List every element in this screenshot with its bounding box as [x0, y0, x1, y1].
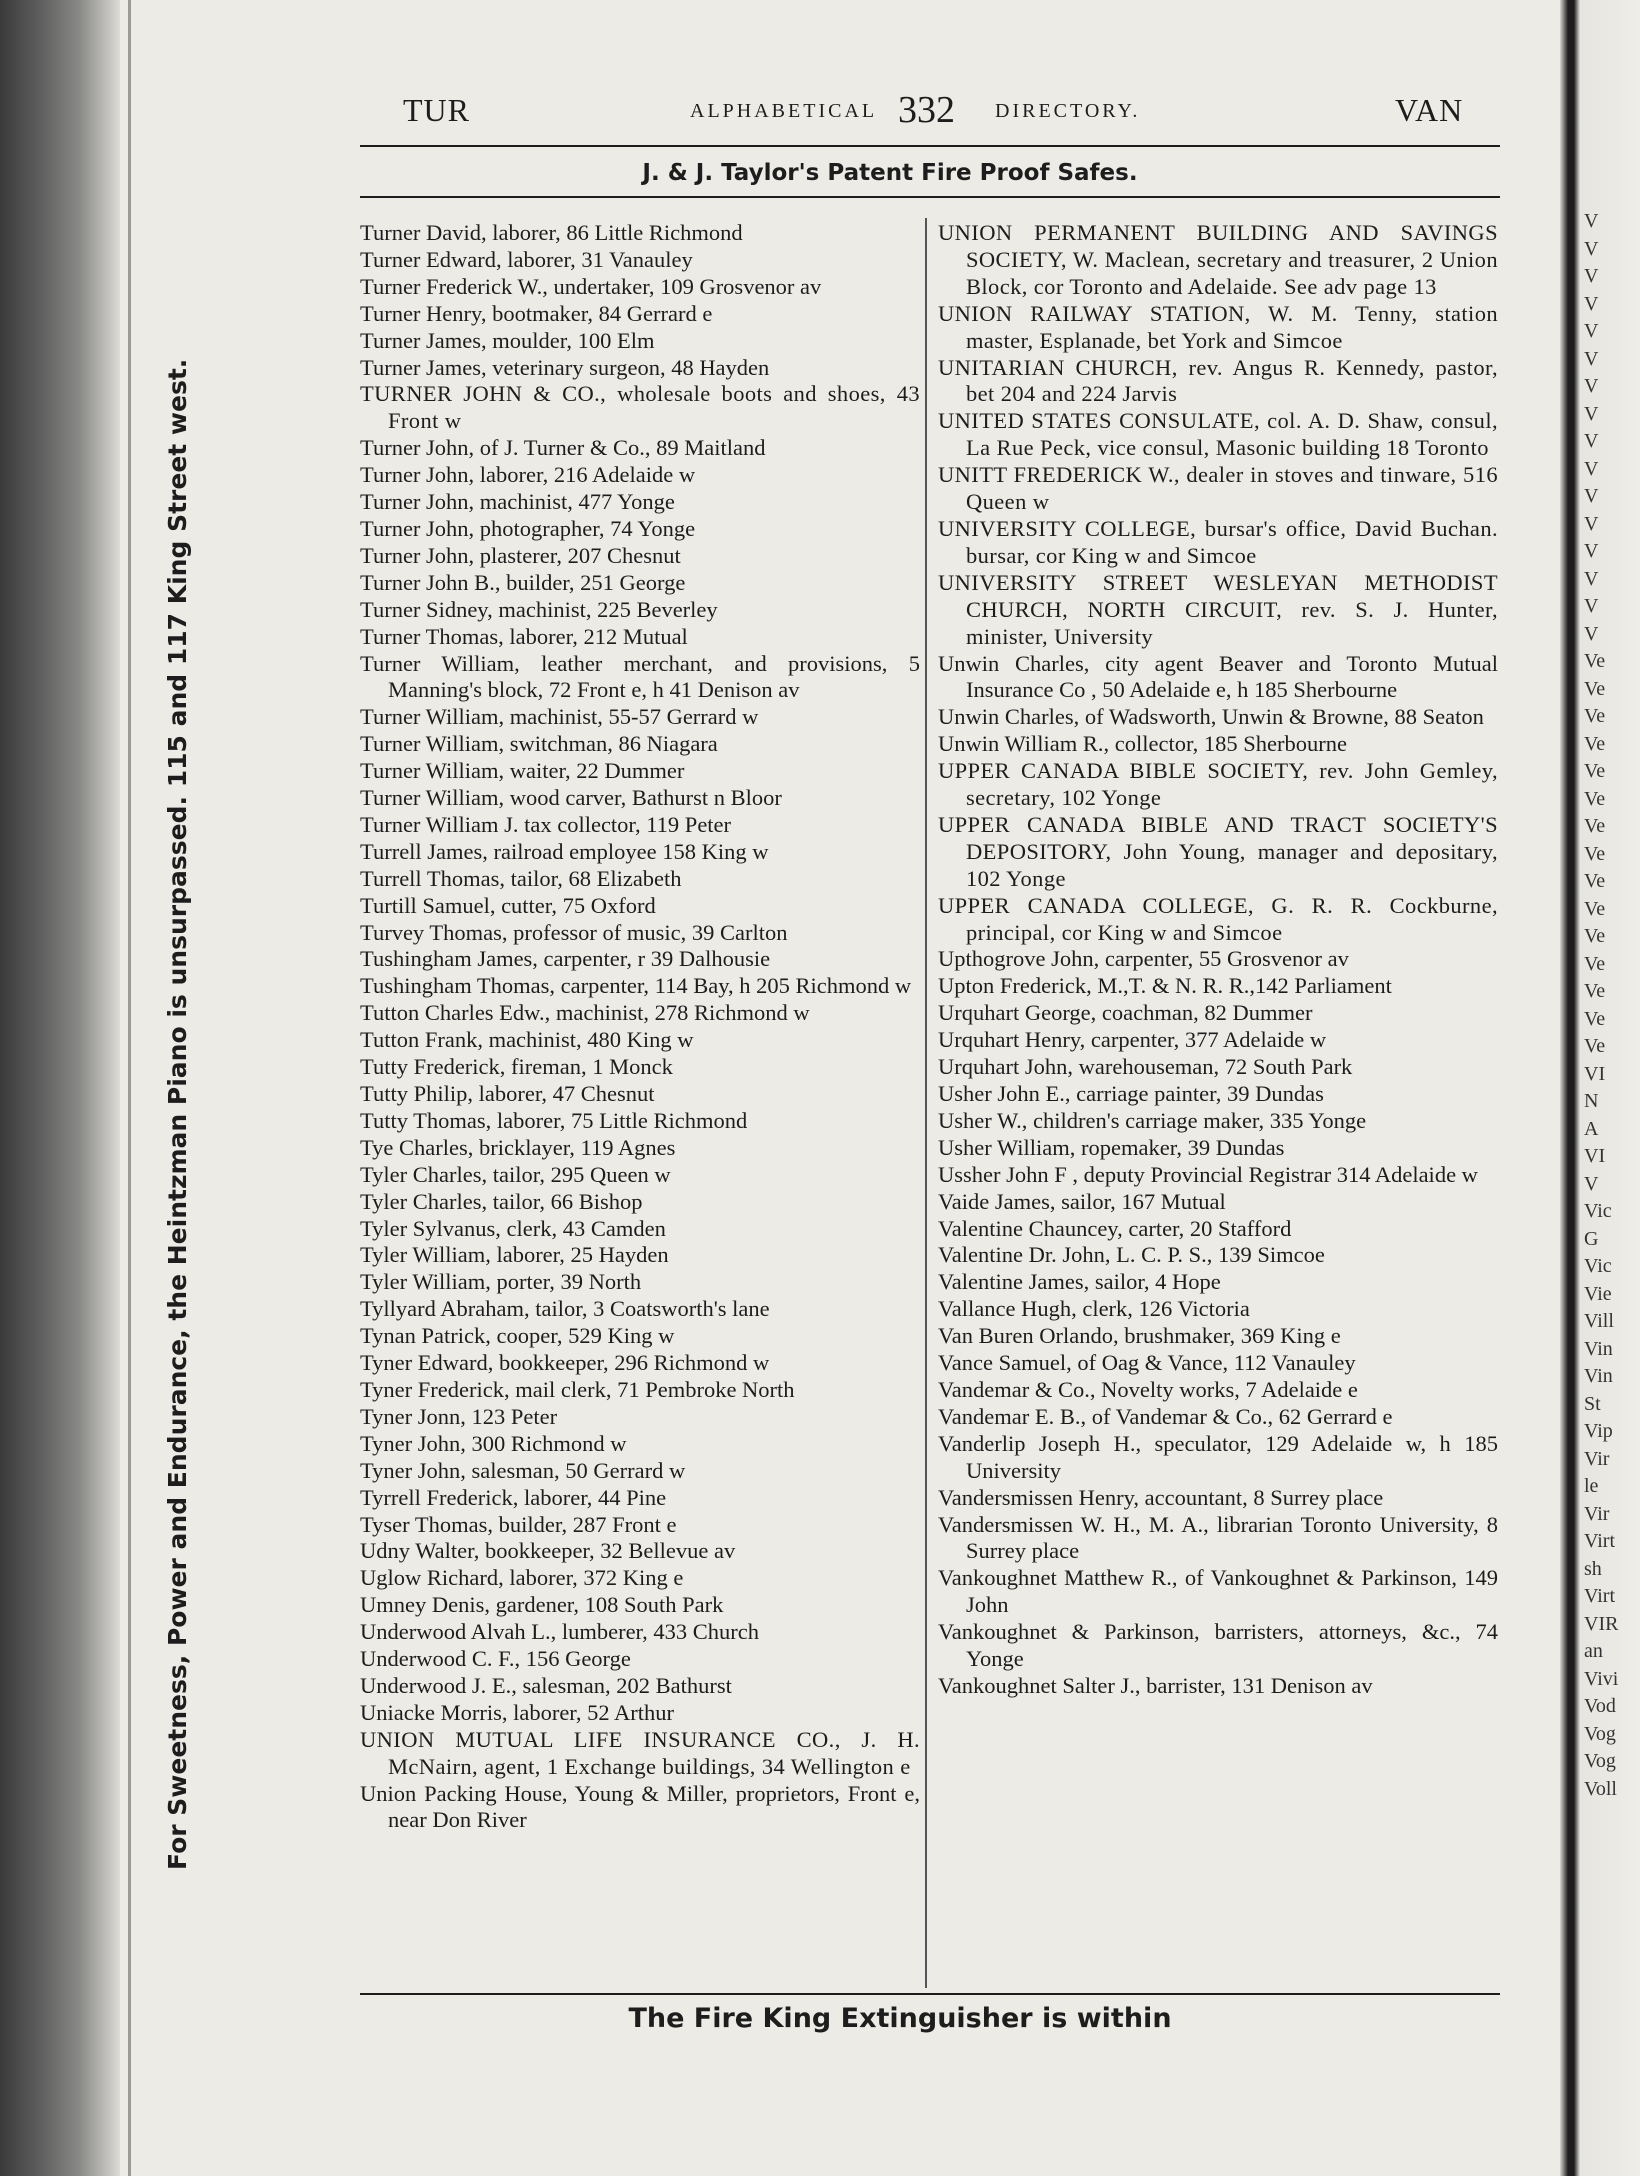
next-page-fragment: Vir — [1584, 1447, 1610, 1470]
next-page-fragment: Vip — [1584, 1420, 1613, 1442]
directory-entry: Urquhart George, coachman, 82 Dummer — [938, 1000, 1313, 1026]
directory-page — [150, 0, 1550, 2176]
next-page-fragment: Ve — [1584, 842, 1606, 865]
directory-entry: Usher John E., carriage painter, 39 Dundas — [938, 1081, 1324, 1106]
directory-entry: Turner Thomas, laborer, 212 Mutual — [360, 623, 688, 649]
next-page-fragment: Ve — [1584, 1007, 1606, 1030]
directory-entry: Ussher John F , deputy Provincial Registrar 314 Adelaide w — [938, 1161, 1478, 1187]
right-column — [938, 220, 1498, 1700]
running-head-center-left: ALPHABETICAL — [690, 100, 878, 122]
running-head-right: VAN — [1395, 92, 1464, 128]
next-page-fragment: Ve — [1584, 787, 1606, 810]
next-page-fragment: V — [1584, 402, 1599, 425]
next-page-fragment: Ve — [1584, 677, 1606, 700]
next-page-fragment: V — [1584, 485, 1599, 507]
directory-entry: Tutton Frank, machinist, 480 King w — [360, 1027, 694, 1053]
next-page-fragment: V — [1584, 622, 1599, 645]
directory-entry: UNIVERSITY COLLEGE, bursar's office, David Buchan. bursar, cor King w and Simcoe — [938, 515, 1498, 568]
directory-entry: Turvey Thomas, professor of music, 39 Carlton — [360, 919, 788, 945]
directory-entry: Turtill Samuel, cutter, 75 Oxford — [360, 892, 656, 918]
next-page-fragment: Ve — [1584, 870, 1606, 892]
directory-entry: Turner John, laborer, 216 Adelaide w — [360, 462, 696, 488]
directory-entry: Tutty Philip, laborer, 47 Chesnut — [360, 1081, 655, 1106]
directory-entry: Vance Samuel, of Oag & Vance, 112 Vanauley — [938, 1350, 1356, 1376]
directory-entry: Turrell Thomas, tailor, 68 Elizabeth — [360, 865, 682, 891]
directory-entry: Turner William, leather merchant, and provisions, 5 Manning's block, 72 Front e, h 41 Denison av — [360, 650, 920, 703]
directory-entry: Turner James, moulder, 100 Elm — [360, 327, 655, 353]
directory-entry: Tyler Charles, tailor, 66 Bishop — [360, 1188, 643, 1214]
directory-entry: Tyner John, salesman, 50 Gerrard w — [360, 1457, 686, 1483]
directory-entry: Tyrrell Frederick, laborer, 44 Pine — [360, 1484, 667, 1510]
directory-entry: Tutty Thomas, laborer, 75 Little Richmond — [360, 1107, 748, 1133]
next-page-fragment: Ve — [1584, 705, 1606, 727]
next-page-fragment: VIR — [1584, 1612, 1619, 1635]
next-page-fragment: Vog — [1584, 1750, 1616, 1772]
next-page-fragment: V — [1584, 375, 1599, 397]
next-page-fragment: an — [1584, 1640, 1603, 1662]
directory-entry: Tutty Frederick, fireman, 1 Monck — [360, 1054, 673, 1080]
head-rule — [360, 145, 1500, 147]
directory-entry: UPPER CANADA BIBLE AND TRACT SOCIETY'S DEPOSITORY, John Young, manager and depositary, 102 Yonge — [938, 811, 1498, 891]
directory-entry: Turner John B., builder, 251 George — [360, 569, 686, 595]
next-page-fragment: Vog — [1584, 1722, 1616, 1745]
directory-entry: Usher William, ropemaker, 39 Dundas — [938, 1134, 1285, 1160]
next-page-fragment: St — [1584, 1392, 1601, 1415]
next-page-fragment: V — [1584, 210, 1599, 232]
directory-entry: Unwin Charles, city agent Beaver and Toronto Mutual Insurance Co , 50 Adelaide e, h 185 Sherbourne — [938, 650, 1498, 703]
next-page-fragment: Vill — [1584, 1310, 1614, 1332]
directory-entry: Tyler Sylvanus, clerk, 43 Camden — [360, 1215, 666, 1241]
directory-entry: UNITED STATES CONSULATE, col. A. D. Shaw, consul, La Rue Peck, vice consul, Masonic building 18 Toronto — [938, 408, 1498, 461]
next-page-fragment: Ve — [1584, 897, 1606, 920]
directory-entry: Turner John, plasterer, 207 Chesnut — [360, 542, 681, 568]
directory-entry: Tyner John, 300 Richmond w — [360, 1430, 627, 1456]
directory-entry: Tyler William, laborer, 25 Hayden — [360, 1242, 669, 1268]
directory-entry: Turner William, machinist, 55-57 Gerrard w — [360, 704, 759, 730]
directory-entry: Vandemar & Co., Novelty works, 7 Adelaide e — [938, 1376, 1358, 1402]
next-page-fragment: Vic — [1584, 1255, 1612, 1277]
directory-entry: Underwood Alvah L., lumberer, 433 Church — [360, 1619, 760, 1645]
next-page-fragment: Ve — [1584, 952, 1606, 975]
next-page-fragment: Voll — [1584, 1777, 1617, 1800]
directory-entry: Underwood J. E., salesman, 202 Bathurst — [360, 1672, 732, 1698]
directory-entry: Turner Henry, bootmaker, 84 Gerrard e — [360, 300, 713, 326]
banner-rule — [360, 196, 1500, 198]
next-page-fragment: V — [1584, 512, 1599, 535]
next-page-fragment: Ve — [1584, 650, 1606, 672]
next-page-fragment: sh — [1584, 1557, 1602, 1580]
next-page-fragment: Vivi — [1584, 1667, 1619, 1690]
directory-entry: Turner Sidney, machinist, 225 Beverley — [360, 596, 718, 622]
foot-rule — [360, 1993, 1500, 1995]
directory-entry: Vanderlip Joseph H., speculator, 129 Adelaide w, h 185 University — [938, 1430, 1498, 1483]
next-page-fragment: Vin — [1584, 1337, 1613, 1360]
directory-entry: Tyner Frederick, mail clerk, 71 Pembroke North — [360, 1376, 795, 1402]
directory-entry: Tyler William, porter, 39 North — [360, 1269, 642, 1295]
next-page-fragment: Ve — [1584, 1035, 1606, 1057]
next-page-fragment: A — [1584, 1117, 1599, 1140]
next-page-fragment: V — [1584, 1172, 1599, 1195]
directory-entry: Vandersmissen Henry, accountant, 8 Surrey place — [938, 1484, 1384, 1510]
directory-entry: Tyser Thomas, builder, 287 Front e — [360, 1511, 677, 1537]
next-page-fragment: V — [1584, 540, 1599, 562]
next-page-fragment: Vic — [1584, 1200, 1612, 1222]
next-page-fragment: Ve — [1584, 760, 1606, 782]
directory-entry: Unwin William R., collector, 185 Sherbourne — [938, 731, 1347, 757]
running-head-left: TUR — [403, 92, 470, 128]
next-page-fragment: Virt — [1584, 1530, 1616, 1552]
directory-entry: Tyllyard Abraham, tailor, 3 Coatsworth's lane — [360, 1296, 770, 1322]
next-page-fragment: Ve — [1584, 732, 1606, 755]
directory-entry: Turner John, of J. Turner & Co., 89 Maitland — [360, 435, 766, 461]
directory-entry: Tyner Edward, bookkeeper, 296 Richmond w — [360, 1350, 770, 1376]
directory-entry: UNITT FREDERICK W., dealer in stoves and tinware, 516 Queen w — [938, 462, 1498, 515]
next-page-fragment: V — [1584, 292, 1599, 315]
next-page-fragment: VI — [1584, 1062, 1606, 1085]
directory-entry: Vaide James, sailor, 167 Mutual — [938, 1188, 1226, 1214]
directory-entry: UNION PERMANENT BUILDING AND SAVINGS SOCIETY, W. Maclean, secretary and treasurer, 2 Union Block, cor Toronto and Adelaide. See adv page 13 — [938, 220, 1498, 299]
running-head-center-right: DIRECTORY. — [995, 100, 1141, 122]
next-page-fragment: V — [1584, 347, 1599, 370]
next-page-fragment: le — [1584, 1475, 1599, 1497]
directory-entry: Uniacke Morris, laborer, 52 Arthur — [360, 1699, 675, 1725]
directory-entry: Turner John, photographer, 74 Yonge — [360, 515, 696, 541]
directory-entry: UNITARIAN CHURCH, rev. Angus R. Kennedy, pastor, bet 204 and 224 Jarvis — [938, 354, 1498, 407]
next-page-fragment: VI — [1584, 1145, 1606, 1167]
directory-entry: Turrell James, railroad employee 158 King w — [360, 838, 769, 864]
directory-entry: Turner John, machinist, 477 Yonge — [360, 489, 675, 515]
directory-entry: UNION MUTUAL LIFE INSURANCE CO., J. H. McNairn, agent, 1 Exchange buildings, 34 Wellington e — [360, 1726, 920, 1779]
next-page-fragment: V — [1584, 567, 1599, 590]
next-page-strip — [1578, 0, 1640, 2176]
directory-entry: Tushingham James, carpenter, r 39 Dalhousie — [360, 946, 771, 972]
next-page-fragment: V — [1584, 320, 1599, 342]
next-page-fragment: V — [1584, 237, 1599, 260]
directory-entry: Union Packing House, Young & Miller, proprietors, Front e, near Don River — [360, 1780, 920, 1833]
next-page-fragment: Ve — [1584, 980, 1606, 1002]
next-page-fragment: N — [1584, 1090, 1599, 1112]
page-number: 332 — [898, 89, 955, 131]
directory-entry: Valentine Dr. John, L. C. P. S., 139 Simcoe — [938, 1242, 1325, 1268]
running-head — [150, 89, 1550, 136]
directory-entry: Urquhart Henry, carpenter, 377 Adelaide w — [938, 1027, 1327, 1053]
next-page-fragment: Vod — [1584, 1695, 1616, 1717]
next-page-fragment: Ve — [1584, 815, 1606, 837]
next-page-fragment: V — [1584, 265, 1599, 287]
directory-entry: Turner James, veterinary surgeon, 48 Hayden — [360, 354, 770, 380]
directory-entry: Vankoughnet & Parkinson, barristers, attorneys, &c., 74 Yonge — [938, 1619, 1498, 1672]
directory-entry: Turner Edward, laborer, 31 Vanauley — [360, 246, 693, 272]
directory-entry: Tynan Patrick, cooper, 529 King w — [360, 1323, 675, 1349]
directory-entry: Unwin Charles, of Wadsworth, Unwin & Browne, 88 Seaton — [938, 704, 1484, 730]
directory-entry: Turner William, waiter, 22 Dummer — [360, 758, 685, 784]
directory-entry: Vallance Hugh, clerk, 126 Victoria — [938, 1296, 1250, 1322]
next-page-fragment: Ve — [1584, 925, 1606, 947]
directory-entry: Turner William J. tax collector, 119 Peter — [360, 811, 732, 837]
directory-entry: Tye Charles, bricklayer, 119 Agnes — [360, 1134, 676, 1160]
column-divider — [925, 218, 927, 1988]
next-page-fragment: G — [1584, 1227, 1599, 1250]
directory-entry: UNION RAILWAY STATION, W. M. Tenny, station master, Esplanade, bet York and Simcoe — [938, 300, 1498, 353]
directory-entry: Vandersmissen W. H., M. A., librarian Toronto University, 8 Surrey place — [938, 1511, 1498, 1564]
top-banner-advert: J. & J. Taylor's Patent Fire Proof Safes. — [642, 160, 1138, 186]
directory-entry: Tushingham Thomas, carpenter, 114 Bay, h 205 Richmond w — [360, 973, 912, 999]
next-page-fragment: Vin — [1584, 1365, 1613, 1387]
directory-entry: Turner William, switchman, 86 Niagara — [360, 731, 718, 757]
left-column — [360, 220, 920, 1834]
directory-entry: Van Buren Orlando, brushmaker, 369 King e — [938, 1323, 1341, 1349]
scan-left-edge — [0, 0, 120, 2176]
directory-entry: UNIVERSITY STREET WESLEYAN METHODIST CHURCH, NORTH CIRCUIT, rev. S. J. Hunter, minister, University — [938, 569, 1498, 649]
directory-entry: Uglow Richard, laborer, 372 King e — [360, 1565, 684, 1591]
directory-entry: Udny Walter, bookkeeper, 32 Bellevue av — [360, 1538, 736, 1564]
directory-entry: Turner David, laborer, 86 Little Richmond — [360, 220, 743, 245]
directory-entry: UPPER CANADA COLLEGE, G. R. R. Cockburne, principal, cor King w and Simcoe — [938, 892, 1498, 945]
directory-entry: Valentine James, sailor, 4 Hope — [938, 1269, 1221, 1295]
next-page-fragment: Virt — [1584, 1585, 1616, 1607]
directory-entry: Urquhart John, warehouseman, 72 South Park — [938, 1054, 1353, 1080]
directory-entry: Upton Frederick, M.,T. & N. R. R.,142 Parliament — [938, 973, 1392, 999]
next-page-fragment: Vie — [1584, 1282, 1612, 1305]
next-page-fragment: V — [1584, 430, 1599, 452]
directory-entry: Turner William, wood carver, Bathurst n Bloor — [360, 785, 782, 811]
directory-entry: Tutton Charles Edw., machinist, 278 Richmond w — [360, 1000, 810, 1026]
directory-entry: Tyner Jonn, 123 Peter — [360, 1403, 558, 1429]
directory-entry: UPPER CANADA BIBLE SOCIETY, rev. John Gemley, secretary, 102 Yonge — [938, 758, 1498, 811]
directory-entry: Underwood C. F., 156 George — [360, 1646, 631, 1672]
directory-entry: Umney Denis, gardener, 108 South Park — [360, 1592, 724, 1618]
directory-entry: Vandemar E. B., of Vandemar & Co., 62 Gerrard e — [938, 1403, 1393, 1429]
next-page-fragment: V — [1584, 595, 1599, 617]
directory-entry: Usher W., children's carriage maker, 335 Yonge — [938, 1107, 1367, 1133]
next-page-fragment: V — [1584, 457, 1599, 480]
side-advert-heintzman: For Sweetness, Power and Endurance, the Heintzman Piano is unsurpassed. 115 and 117 King Street west. — [163, 358, 192, 1870]
next-page-fragment: Vir — [1584, 1502, 1610, 1525]
directory-entry: TURNER JOHN & CO., wholesale boots and shoes, 43 Front w — [360, 381, 920, 434]
directory-entry: Turner Frederick W., undertaker, 109 Grosvenor av — [360, 273, 822, 299]
directory-entry: Tyler Charles, tailor, 295 Queen w — [360, 1161, 671, 1187]
scan-gutter-line — [128, 0, 131, 2176]
directory-entry: Vankoughnet Matthew R., of Vankoughnet & Parkinson, 149 John — [938, 1565, 1498, 1618]
bottom-banner-advert: The Fire King Extinguisher is within — [628, 2003, 1172, 2034]
directory-entry: Upthogrove John, carpenter, 55 Grosvenor av — [938, 946, 1349, 972]
directory-entry: Valentine Chauncey, carter, 20 Stafford — [938, 1215, 1292, 1241]
directory-entry: Vankoughnet Salter J., barrister, 131 Denison av — [938, 1672, 1373, 1698]
